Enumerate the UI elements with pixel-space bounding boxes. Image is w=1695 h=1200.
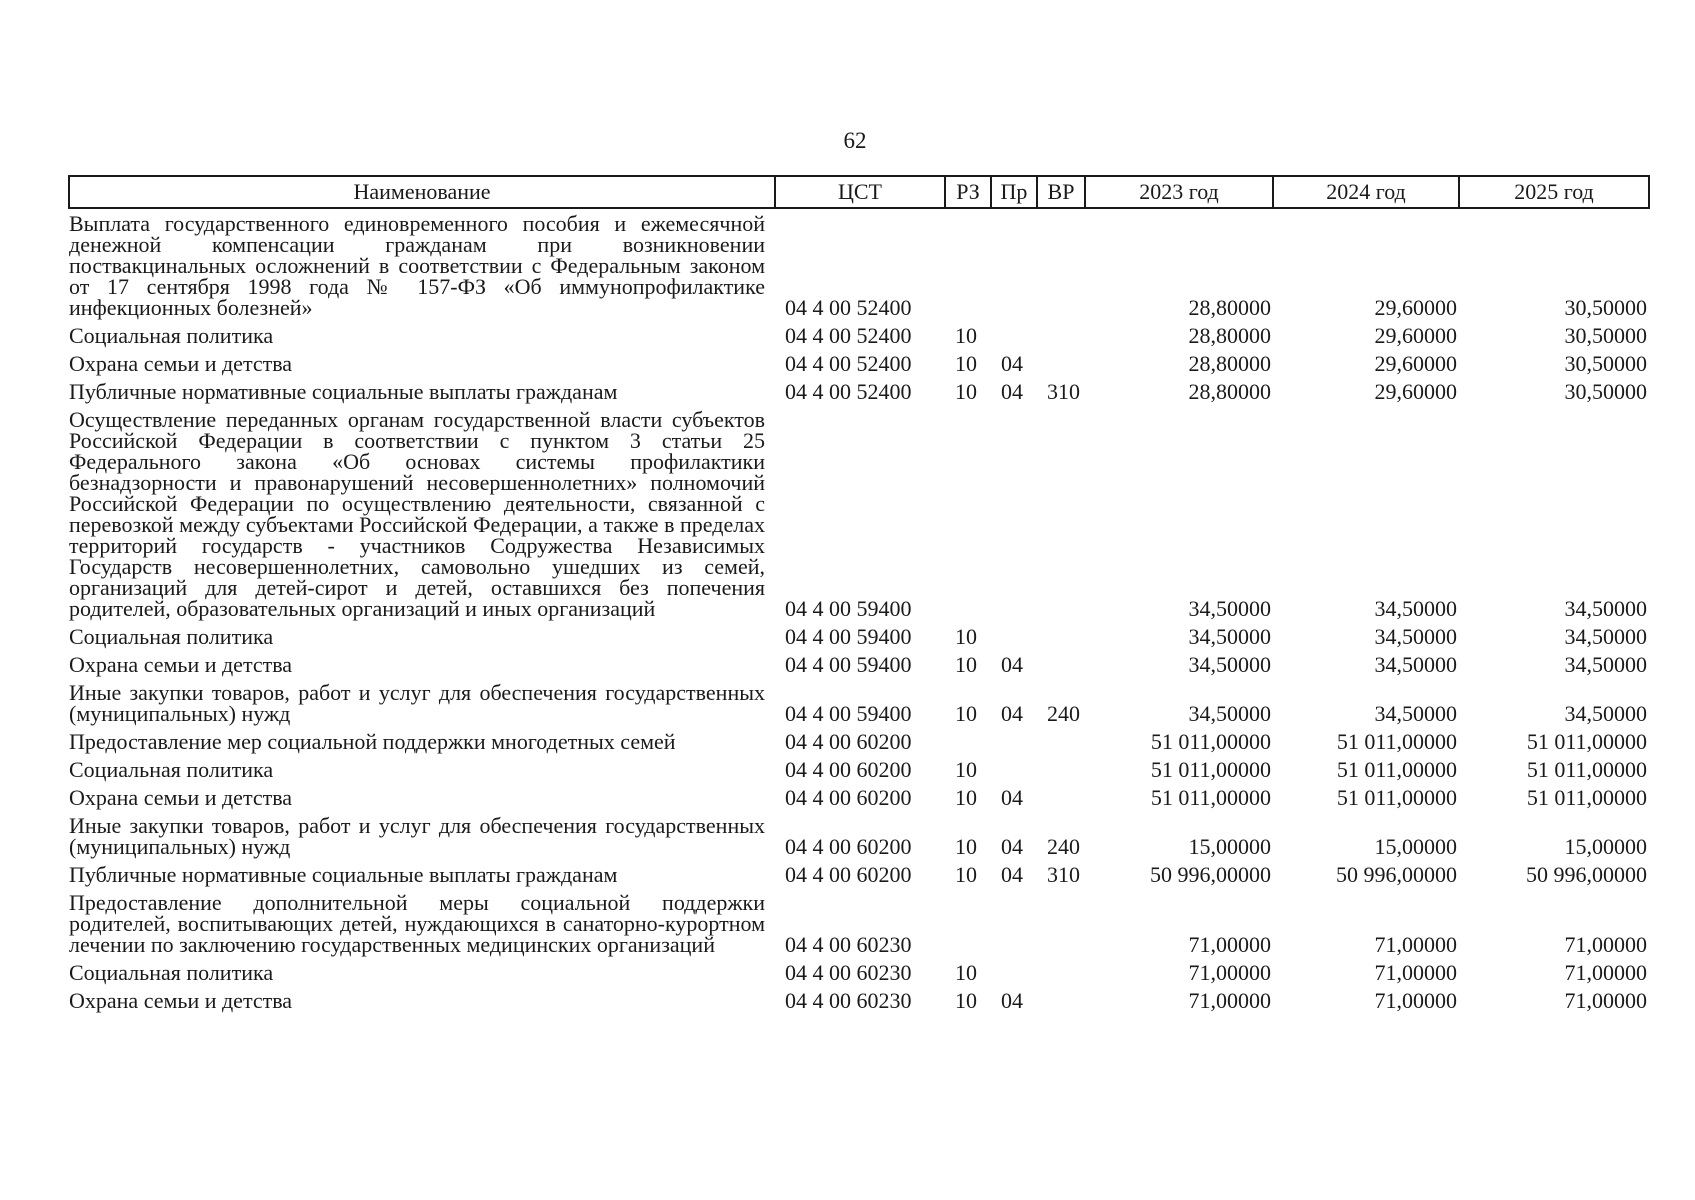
table-row xyxy=(69,321,1649,349)
table-row xyxy=(69,208,1649,321)
row-amount-2024: 34,50000 xyxy=(1374,652,1457,677)
page-number: 62 xyxy=(843,128,867,153)
row-amount-2024: 29,60000 xyxy=(1374,323,1457,348)
row-pr-code: 04 xyxy=(1001,652,1023,677)
row-vr-code xyxy=(1037,349,1085,377)
row-amount-2025: 51 011,00000 xyxy=(1526,785,1647,810)
row-name: Публичные нормативные социальные выплаты гражданам xyxy=(69,379,618,404)
row-amount-2025: 30,50000 xyxy=(1564,295,1647,320)
row-cst-code: 04 4 00 60200 xyxy=(785,834,912,859)
table-header xyxy=(69,176,1649,208)
row-name: Охрана семьи и детства xyxy=(69,785,293,810)
row-amount-2024: 34,50000 xyxy=(1374,624,1457,649)
column-header-2025: 2025 год xyxy=(1459,176,1649,208)
row-pr-code: 04 xyxy=(1001,834,1023,859)
row-amount-2025: 30,50000 xyxy=(1564,379,1647,404)
row-pr-code xyxy=(991,405,1037,622)
row-name: Предоставление дополнительной меры социальной поддержки родителей, воспитывающих детей, нуждающихся в санаторно-курортном лечении по заключению государственных медицинских организаций xyxy=(69,890,765,957)
row-amount-2024: 71,00000 xyxy=(1374,960,1457,985)
row-amount-2023: 51 011,00000 xyxy=(1150,729,1271,754)
table-row xyxy=(69,888,1649,958)
table-row xyxy=(69,622,1649,650)
row-amount-2023: 28,80000 xyxy=(1188,323,1271,348)
row-cst-code: 04 4 00 52400 xyxy=(785,379,912,404)
column-header-vr: ВР xyxy=(1037,176,1085,208)
table-row xyxy=(69,986,1649,1014)
table-row xyxy=(69,678,1649,727)
budget-table-container xyxy=(68,175,1648,1014)
row-name: Социальная политика xyxy=(69,757,274,782)
row-amount-2025: 34,50000 xyxy=(1564,701,1647,726)
row-amount-2023: 34,50000 xyxy=(1188,596,1271,621)
row-amount-2023: 28,80000 xyxy=(1188,351,1271,376)
row-rz-code: 10 xyxy=(955,834,977,859)
row-name: Осуществление переданных органам государственной власти субъектов Российской Федерации в соответствии с пунктом 3 статьи 25 Федерального закона «Об основах системы профилактики безнадзорности и правонарушений несовершеннолетних» полномочий Российской Федерации по осуществлению деятельности, связанной с перевозкой между субъектами Российской Федерации, а также в пределах территорий государств - участников Содружества Независимых Государств несовершеннолетних, самовольно ушедших из семей, организаций для детей-сирот и детей, оставшихся без попечения родителей, образовательных организаций и иных организаций xyxy=(69,407,765,621)
row-cst-code: 04 4 00 60230 xyxy=(785,988,912,1013)
column-header-name: Наименование xyxy=(69,176,775,208)
row-rz-code: 10 xyxy=(955,652,977,677)
row-rz-code: 10 xyxy=(955,624,977,649)
row-amount-2024: 51 011,00000 xyxy=(1336,757,1457,782)
column-header-2023: 2023 год xyxy=(1085,176,1273,208)
row-amount-2024: 29,60000 xyxy=(1374,295,1457,320)
row-amount-2024: 34,50000 xyxy=(1374,596,1457,621)
budget-table xyxy=(68,175,1650,1014)
row-cst-code: 04 4 00 60230 xyxy=(785,960,912,985)
row-pr-code xyxy=(991,622,1037,650)
column-header-pr: Пр xyxy=(991,176,1037,208)
row-amount-2024: 34,50000 xyxy=(1374,701,1457,726)
row-rz-code: 10 xyxy=(955,960,977,985)
row-rz-code: 10 xyxy=(955,757,977,782)
row-rz-code: 10 xyxy=(955,701,977,726)
row-cst-code: 04 4 00 60200 xyxy=(785,729,912,754)
row-amount-2024: 15,00000 xyxy=(1374,834,1457,859)
row-pr-code: 04 xyxy=(1001,988,1023,1013)
row-name: Предоставление мер социальной поддержки многодетных семей xyxy=(69,729,676,754)
row-vr-code xyxy=(1037,727,1085,755)
row-name: Социальная политика xyxy=(69,960,274,985)
row-amount-2024: 50 996,00000 xyxy=(1336,862,1457,887)
row-vr-code xyxy=(1037,622,1085,650)
row-amount-2023: 28,80000 xyxy=(1188,295,1271,320)
row-rz-code: 10 xyxy=(955,862,977,887)
row-name: Публичные нормативные социальные выплаты гражданам xyxy=(69,862,618,887)
table-row xyxy=(69,377,1649,405)
row-pr-code xyxy=(991,321,1037,349)
row-amount-2025: 34,50000 xyxy=(1564,596,1647,621)
row-vr-code: 310 xyxy=(1047,862,1080,887)
row-amount-2025: 34,50000 xyxy=(1564,652,1647,677)
row-amount-2024: 71,00000 xyxy=(1374,932,1457,957)
table-body xyxy=(69,208,1649,1014)
row-amount-2023: 28,80000 xyxy=(1188,379,1271,404)
row-name: Иные закупки товаров, работ и услуг для обеспечения государственных (муниципальных) нужд xyxy=(69,813,765,859)
row-name: Охрана семьи и детства xyxy=(69,652,293,677)
row-amount-2025: 71,00000 xyxy=(1564,988,1647,1013)
row-cst-code: 04 4 00 52400 xyxy=(785,351,912,376)
row-amount-2025: 51 011,00000 xyxy=(1526,729,1647,754)
row-rz-code: 10 xyxy=(955,323,977,348)
row-rz-code xyxy=(945,888,991,958)
row-vr-code xyxy=(1037,958,1085,986)
row-vr-code xyxy=(1037,783,1085,811)
row-amount-2023: 71,00000 xyxy=(1188,932,1271,957)
row-vr-code xyxy=(1037,755,1085,783)
row-rz-code: 10 xyxy=(955,988,977,1013)
table-row xyxy=(69,811,1649,860)
row-pr-code xyxy=(991,755,1037,783)
row-amount-2023: 34,50000 xyxy=(1188,652,1271,677)
row-vr-code xyxy=(1037,986,1085,1014)
row-cst-code: 04 4 00 59400 xyxy=(785,624,912,649)
row-amount-2025: 51 011,00000 xyxy=(1526,757,1647,782)
row-pr-code xyxy=(991,958,1037,986)
column-header-rz: РЗ xyxy=(945,176,991,208)
row-amount-2023: 15,00000 xyxy=(1188,834,1271,859)
row-vr-code: 310 xyxy=(1047,379,1080,404)
row-cst-code: 04 4 00 59400 xyxy=(785,652,912,677)
row-amount-2024: 29,60000 xyxy=(1374,351,1457,376)
row-pr-code: 04 xyxy=(1001,379,1023,404)
row-amount-2025: 50 996,00000 xyxy=(1526,862,1647,887)
row-pr-code xyxy=(991,727,1037,755)
row-pr-code xyxy=(991,208,1037,321)
row-amount-2024: 51 011,00000 xyxy=(1336,729,1457,754)
row-amount-2024: 71,00000 xyxy=(1374,988,1457,1013)
row-rz-code: 10 xyxy=(955,351,977,376)
table-row xyxy=(69,755,1649,783)
row-cst-code: 04 4 00 52400 xyxy=(785,323,912,348)
row-name: Охрана семьи и детства xyxy=(69,988,293,1013)
row-name: Выплата государственного единовременного пособия и ежемесячной денежной компенсации гражданам при возникновении поствакцинальных осложнений в соответствии с Федеральным законом от 17 сентября 1998 года № 157-ФЗ «Об иммунопрофилактике инфекционных болезней» xyxy=(69,211,765,320)
table-row xyxy=(69,650,1649,678)
row-pr-code: 04 xyxy=(1001,701,1023,726)
row-name: Социальная политика xyxy=(69,624,274,649)
row-amount-2024: 29,60000 xyxy=(1374,379,1457,404)
row-vr-code xyxy=(1037,208,1085,321)
table-row xyxy=(69,349,1649,377)
row-cst-code: 04 4 00 60200 xyxy=(785,785,912,810)
row-rz-code xyxy=(945,208,991,321)
row-name: Социальная политика xyxy=(69,323,274,348)
row-vr-code xyxy=(1037,405,1085,622)
row-vr-code xyxy=(1037,321,1085,349)
row-vr-code xyxy=(1037,650,1085,678)
row-amount-2023: 51 011,00000 xyxy=(1150,757,1271,782)
column-header-cst: ЦСТ xyxy=(775,176,945,208)
row-amount-2025: 71,00000 xyxy=(1564,960,1647,985)
row-pr-code: 04 xyxy=(1001,785,1023,810)
row-rz-code xyxy=(945,727,991,755)
row-cst-code: 04 4 00 59400 xyxy=(785,701,912,726)
row-amount-2025: 71,00000 xyxy=(1564,932,1647,957)
row-amount-2024: 51 011,00000 xyxy=(1336,785,1457,810)
row-rz-code: 10 xyxy=(955,785,977,810)
table-row xyxy=(69,783,1649,811)
row-pr-code xyxy=(991,888,1037,958)
column-header-2024: 2024 год xyxy=(1273,176,1459,208)
row-amount-2023: 51 011,00000 xyxy=(1150,785,1271,810)
table-row xyxy=(69,958,1649,986)
row-cst-code: 04 4 00 59400 xyxy=(785,596,912,621)
row-rz-code xyxy=(945,405,991,622)
row-name: Иные закупки товаров, работ и услуг для обеспечения государственных (муниципальных) нужд xyxy=(69,680,765,726)
table-header-row xyxy=(69,176,1649,208)
row-vr-code xyxy=(1037,888,1085,958)
row-vr-code: 240 xyxy=(1047,701,1080,726)
row-amount-2023: 71,00000 xyxy=(1188,960,1271,985)
row-rz-code: 10 xyxy=(955,379,977,404)
row-vr-code: 240 xyxy=(1047,834,1080,859)
table-row xyxy=(69,727,1649,755)
row-amount-2025: 34,50000 xyxy=(1564,624,1647,649)
row-amount-2025: 30,50000 xyxy=(1564,351,1647,376)
row-cst-code: 04 4 00 60200 xyxy=(785,757,912,782)
row-amount-2025: 15,00000 xyxy=(1564,834,1647,859)
row-cst-code: 04 4 00 60200 xyxy=(785,862,912,887)
row-amount-2023: 50 996,00000 xyxy=(1150,862,1271,887)
row-amount-2023: 34,50000 xyxy=(1188,701,1271,726)
table-row xyxy=(69,405,1649,622)
row-cst-code: 04 4 00 52400 xyxy=(785,295,912,320)
row-pr-code: 04 xyxy=(1001,351,1023,376)
row-amount-2023: 71,00000 xyxy=(1188,988,1271,1013)
table-row xyxy=(69,860,1649,888)
row-cst-code: 04 4 00 60230 xyxy=(785,932,912,957)
row-amount-2025: 30,50000 xyxy=(1564,323,1647,348)
row-amount-2023: 34,50000 xyxy=(1188,624,1271,649)
row-name: Охрана семьи и детства xyxy=(69,351,293,376)
row-pr-code: 04 xyxy=(1001,862,1023,887)
